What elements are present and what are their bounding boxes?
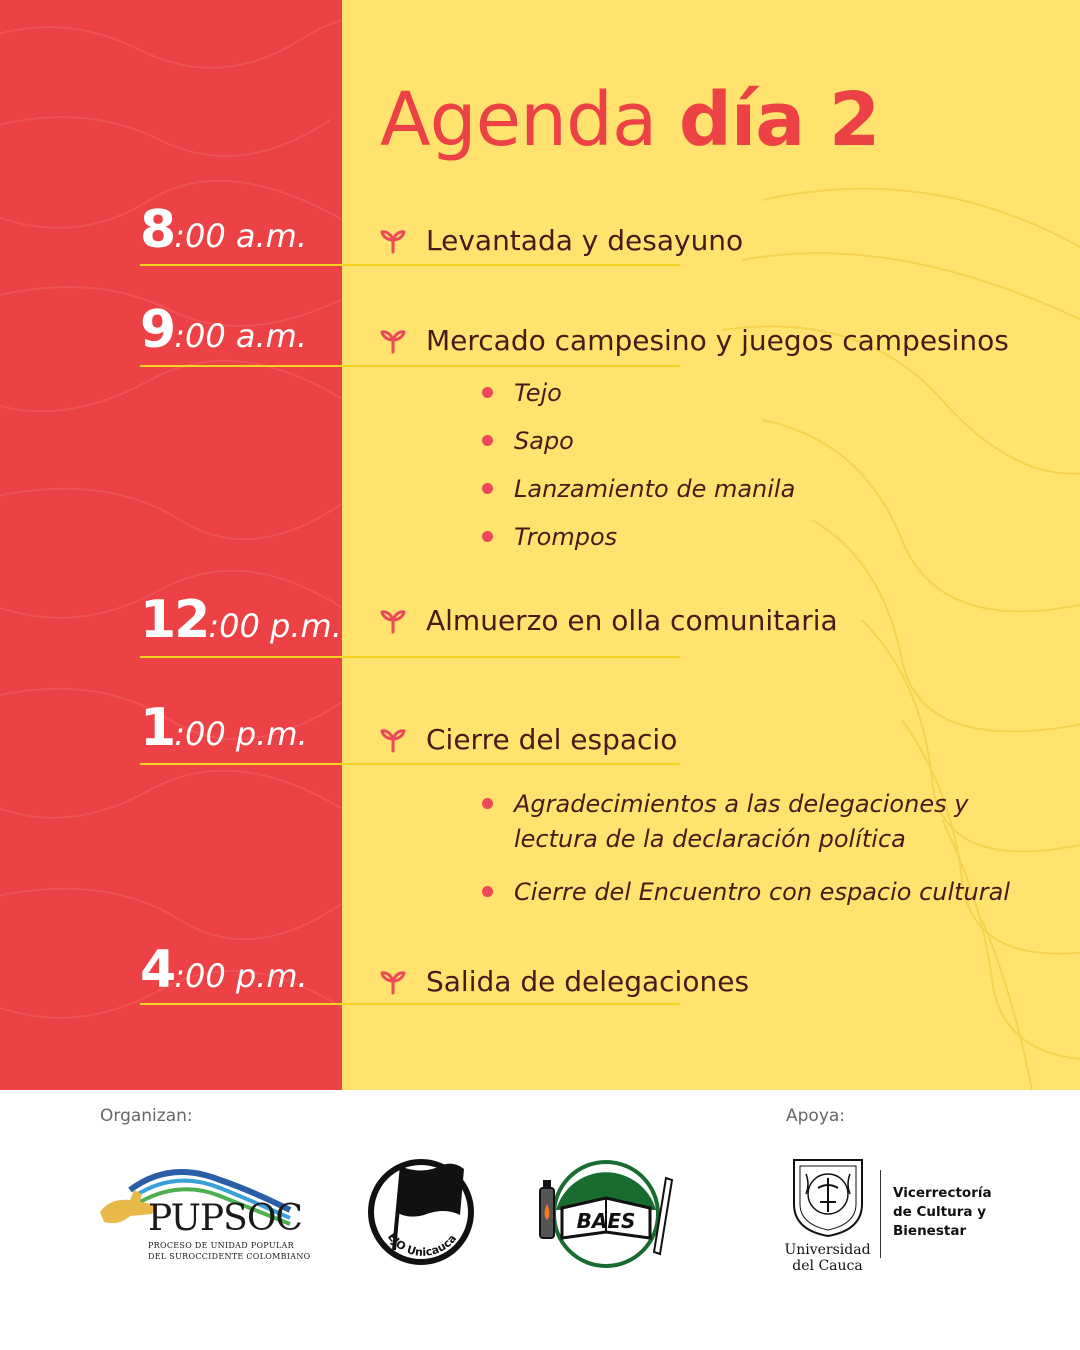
sprout-icon <box>380 328 406 354</box>
sub-item <box>482 520 617 555</box>
sub-item-text: lectura de la declaración política <box>514 825 906 853</box>
time-hour: 12 <box>140 590 209 650</box>
pupsoc-logo <box>90 1160 311 1270</box>
sub-item-text: Lanzamiento de manila <box>514 475 796 503</box>
time-label <box>140 300 307 360</box>
title-bold: día 2 <box>678 77 880 163</box>
time-rest: :00 p.m. <box>174 715 308 753</box>
time-hour: 9 <box>140 300 175 360</box>
unicauca-logo <box>780 1150 1010 1280</box>
sprout-icon <box>380 727 406 753</box>
time-label <box>140 200 307 260</box>
bullet-icon <box>482 886 493 897</box>
wave-texture <box>0 0 342 1090</box>
contour-texture <box>342 0 1080 1090</box>
time-rest: :00 a.m. <box>174 317 307 355</box>
bullet-icon <box>482 798 493 809</box>
sub-item <box>482 787 968 857</box>
sub-item-text: Cierre del Encuentro con espacio cultural <box>514 878 1011 906</box>
time-rest: :00 p.m. <box>208 607 342 645</box>
bullet-icon <box>482 435 493 446</box>
university-crest-icon <box>788 1154 868 1238</box>
pupsoc-subtitle: DEL SUROCCIDENTE COLOMBIANO <box>148 1252 311 1261</box>
time-hour: 8 <box>140 200 175 260</box>
page-title <box>380 78 879 162</box>
ejo-unicauca-logo <box>364 1155 479 1270</box>
sub-item <box>482 424 574 459</box>
bullet-icon <box>482 483 493 494</box>
agenda-item <box>380 723 677 756</box>
red-panel <box>0 0 342 1090</box>
time-underline <box>140 763 680 765</box>
time-rest: :00 p.m. <box>174 957 308 995</box>
yellow-panel <box>342 0 1080 1090</box>
sprout-icon <box>380 228 406 254</box>
time-hour: 4 <box>140 940 175 1000</box>
bullet-icon <box>482 531 493 542</box>
agenda-item <box>380 965 749 998</box>
agenda-item <box>380 324 1009 357</box>
agenda-item <box>380 224 743 257</box>
time-underline <box>140 365 680 367</box>
vicerrectoria-label <box>893 1184 992 1241</box>
logo-divider <box>880 1170 881 1258</box>
organize-label: Organizan: <box>100 1106 193 1126</box>
agenda-activity: Levantada y desayuno <box>426 224 744 257</box>
university-name: del Cauca <box>792 1258 863 1274</box>
time-rest: :00 a.m. <box>174 217 307 255</box>
support-label: Apoya: <box>786 1106 846 1126</box>
sub-item <box>482 472 795 507</box>
pupsoc-wordmark: PUPSOC <box>148 1198 302 1239</box>
agenda-activity: Mercado campesino y juegos campesinos <box>426 324 1009 357</box>
title-regular: Agenda <box>380 77 657 163</box>
bullet-icon <box>482 387 493 398</box>
agenda-activity: Cierre del espacio <box>426 723 678 756</box>
vicerrectoria-line: Bienestar <box>893 1223 967 1239</box>
sub-item-text: Trompos <box>514 523 618 551</box>
ejo-text: EJO Unicauca <box>384 1230 460 1259</box>
agenda-activity: Almuerzo en olla comunitaria <box>426 604 838 637</box>
vicerrectoria-line: de Cultura y <box>893 1204 986 1220</box>
baes-text: BAES <box>576 1209 636 1233</box>
baes-logo <box>532 1158 680 1270</box>
sub-item <box>482 875 1010 910</box>
sprout-icon <box>380 969 406 995</box>
time-label <box>140 698 308 758</box>
baes-book-icon <box>532 1158 680 1270</box>
time-underline <box>140 1003 680 1005</box>
vicerrectoria-line: Vicerrectoría <box>893 1185 992 1201</box>
time-underline <box>140 656 680 658</box>
agenda-item <box>380 604 838 637</box>
university-name: Universidad <box>784 1242 871 1258</box>
pupsoc-subtitle: PROCESO DE UNIDAD POPULAR <box>148 1241 294 1250</box>
sub-item-text: Tejo <box>514 379 562 407</box>
time-label <box>140 940 308 1000</box>
time-label <box>140 590 342 650</box>
sub-item-text: Sapo <box>514 427 574 455</box>
sub-item <box>482 376 562 411</box>
sprout-icon <box>380 608 406 634</box>
time-hour: 1 <box>140 698 175 758</box>
agenda-activity: Salida de delegaciones <box>426 965 750 998</box>
time-underline <box>140 264 680 266</box>
sub-item-text: Agradecimientos a las delegaciones y <box>514 790 969 818</box>
black-flag-icon <box>364 1155 479 1270</box>
